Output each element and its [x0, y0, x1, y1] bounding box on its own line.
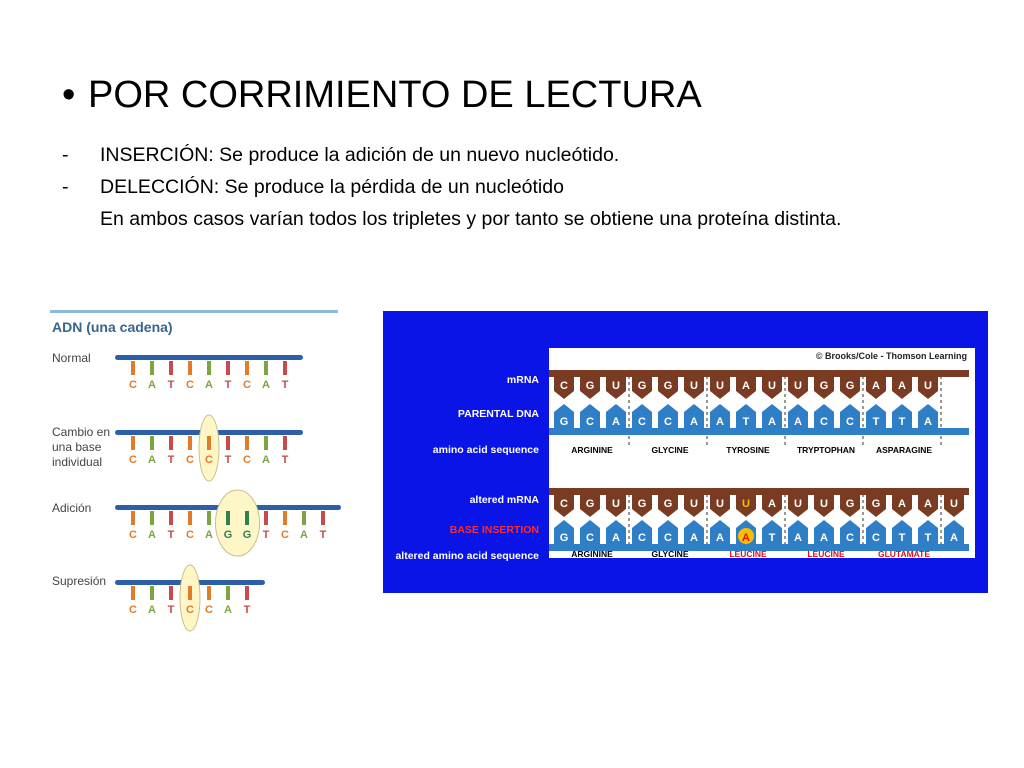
summary-paragraph: En ambos casos varían todos los tripletes y por tanto se obtiene una proteína distinta. [100, 208, 842, 230]
amino-acid-label: ASPARAGINE [875, 445, 933, 455]
list-item-text: DELECCIÓN: Se produce la pérdida de un nucleótido [100, 176, 564, 198]
mrna-base-letter: A [742, 380, 750, 392]
dna-base-letter: G [559, 416, 569, 428]
dna-base-letter: C [638, 416, 646, 428]
mrna-base-letter: U [794, 380, 802, 392]
dna-base-letter: A [820, 532, 828, 544]
nucleotide-letter: T [224, 379, 232, 391]
nucleotide-letter: C [186, 379, 194, 391]
mrna-base-letter: U [820, 498, 828, 510]
row-label-normal: Normal [52, 351, 91, 365]
mrna-base-letter: G [585, 498, 595, 510]
nucleotide-letter: C [186, 604, 194, 616]
list-item-insercion [62, 142, 942, 168]
nucleotide-bar [169, 586, 173, 600]
mrna-base-letter: U [690, 380, 698, 392]
nucleotide-bar [131, 586, 135, 600]
label-mrna: mRNA [506, 374, 539, 386]
dna-base-letter: A [794, 416, 802, 428]
dna-base-letter: A [612, 532, 620, 544]
mrna-base-letter: A [898, 380, 906, 392]
mrna-base-letter: C [560, 380, 568, 392]
list-item-text: INSERCIÓN: Se produce la adición de un nuevo nucleótido. [100, 144, 620, 166]
label-amino-acid-sequence: amino acid sequence [432, 444, 539, 456]
dna-base-letter: A [794, 532, 802, 544]
frameshift-figure [383, 311, 988, 593]
dna-base-letter: A [950, 532, 958, 544]
nucleotide-letter: C [129, 379, 137, 391]
nucleotide-bar [169, 511, 173, 525]
adn-figure [48, 306, 348, 636]
amino-acid-label: LEUCINE [807, 549, 845, 558]
mrna-base-letter: G [637, 380, 647, 392]
mrna-base-letter: G [637, 498, 647, 510]
nucleotide-bar [245, 511, 249, 525]
nucleotide-letter: G [242, 529, 252, 541]
amino-acid-label: GLYCINE [651, 445, 689, 455]
nucleotide-bar [226, 586, 230, 600]
amino-acid-label: ARGININE [571, 445, 613, 455]
nucleotide-letter: A [148, 604, 156, 616]
nucleotide-letter: C [205, 454, 213, 466]
nucleotide-bar [188, 436, 192, 450]
nucleotide-bar [264, 511, 268, 525]
nucleotide-letter: T [224, 454, 232, 466]
list-marker: - [62, 176, 69, 198]
dna-base-letter: T [872, 416, 880, 428]
mrna-base-letter: U [612, 498, 620, 510]
nucleotide-letter: A [262, 454, 270, 466]
mrna-base-letter: U [794, 498, 802, 510]
mrna-base-letter: U [612, 380, 620, 392]
mrna-base-letter: G [663, 498, 673, 510]
nucleotide-letter: G [223, 529, 233, 541]
list-item-deleccion [62, 174, 942, 200]
dna-base-letter: G [559, 532, 569, 544]
nucleotide-letter: T [167, 529, 175, 541]
label-altered-amino-acid-sequence: altered amino acid sequence [395, 550, 539, 562]
dna-base-letter: A [612, 416, 620, 428]
nucleotide-letter: C [186, 454, 194, 466]
dna-base-letter: T [768, 532, 776, 544]
title-text: POR CORRIMIENTO DE LECTURA [88, 74, 702, 116]
nucleotide-bar [169, 361, 173, 375]
nucleotide-bar [226, 361, 230, 375]
mrna-base-letter: A [898, 498, 906, 510]
row-label-cambio: Cambio en una base individual [52, 425, 111, 469]
nucleotide-letter: C [186, 529, 194, 541]
dna-base-letter: C [820, 416, 828, 428]
nucleotide-letter: T [167, 454, 175, 466]
mrna-base-letter: U [742, 498, 750, 510]
nucleotide-letter: C [281, 529, 289, 541]
nucleotide-bar [226, 436, 230, 450]
nucleotide-bar [226, 511, 230, 525]
dna-base-letter: A [690, 532, 698, 544]
amino-acid-label: TYROSINE [726, 445, 770, 455]
nucleotide-letter: T [167, 604, 175, 616]
nucleotide-letter: A [148, 529, 156, 541]
mrna-base-letter: U [950, 498, 958, 510]
dna-base-letter: C [664, 532, 672, 544]
mutation-highlight [216, 490, 260, 556]
dna-base-letter: C [664, 416, 672, 428]
list-marker: - [62, 144, 69, 166]
nucleotide-bar [188, 586, 192, 600]
mrna-base-letter: G [845, 498, 855, 510]
mrna-base-letter: U [924, 380, 932, 392]
mrna-base-letter: G [871, 498, 881, 510]
dna-base-letter: C [586, 416, 594, 428]
mrna-base-letter: G [819, 380, 829, 392]
nucleotide-bar [207, 511, 211, 525]
nucleotide-bar [150, 511, 154, 525]
nucleotide-bar [283, 511, 287, 525]
nucleotide-bar [264, 361, 268, 375]
mrna-base-letter: A [924, 498, 932, 510]
nucleotide-letter: C [129, 604, 137, 616]
nucleotide-bar [207, 586, 211, 600]
amino-acid-label: GLUTAMATE [877, 549, 931, 558]
nucleotide-letter: C [243, 379, 251, 391]
mrna-base-letter: G [585, 380, 595, 392]
dna-backbone [549, 428, 969, 435]
nucleotide-letter: A [262, 379, 270, 391]
dna-base-letter: C [638, 532, 646, 544]
dna-base-letter: A [924, 416, 932, 428]
nucleotide-letter: A [148, 454, 156, 466]
nucleotide-letter: T [243, 604, 251, 616]
dna-base-letter: C [872, 532, 880, 544]
nucleotide-bar [150, 586, 154, 600]
nucleotide-letter: T [319, 529, 327, 541]
row-label-adicion: Adición [52, 501, 92, 515]
title-bullet: • [62, 74, 76, 116]
nucleotide-bar [245, 586, 249, 600]
nucleotide-bar [188, 361, 192, 375]
nucleotide-bar [245, 436, 249, 450]
sequence-panel [549, 348, 975, 558]
dna-base-letter: A [716, 416, 724, 428]
nucleotide-bar [207, 436, 211, 450]
nucleotide-letter: T [281, 379, 289, 391]
mrna-base-letter: G [845, 380, 855, 392]
nucleotide-letter: T [167, 379, 175, 391]
label-altered-mrna: altered mRNA [469, 494, 539, 506]
nucleotide-letter: T [281, 454, 289, 466]
amino-acid-label: TRYPTOPHAN [796, 445, 856, 455]
nucleotide-bar [131, 436, 135, 450]
dna-base-letter: A [742, 532, 750, 544]
sequence-diagram [549, 348, 975, 558]
mrna-base-letter: C [560, 498, 568, 510]
nucleotide-letter: A [205, 529, 213, 541]
nucleotide-bar [245, 361, 249, 375]
label-base-insertion: BASE INSERTION [449, 524, 539, 536]
nucleotide-bar [283, 361, 287, 375]
dna-base-letter: T [898, 416, 906, 428]
nucleotide-letter: A [205, 379, 213, 391]
dna-strands [48, 306, 348, 636]
dna-base-letter: T [742, 416, 750, 428]
slide-title [62, 74, 702, 117]
mrna-base-letter: G [663, 380, 673, 392]
row-label-supresion: Supresión [52, 574, 107, 588]
nucleotide-letter: C [129, 454, 137, 466]
amino-acid-label: ARGININE [571, 549, 613, 558]
nucleotide-bar [264, 436, 268, 450]
nucleotide-bar [302, 511, 306, 525]
nucleotide-letter: T [262, 529, 270, 541]
nucleotide-bar [207, 361, 211, 375]
nucleotide-bar [283, 436, 287, 450]
dna-backbone [115, 355, 303, 360]
dna-base-letter: C [586, 532, 594, 544]
dna-base-letter: A [716, 532, 724, 544]
adn-figure-title: ADN (una cadena) [52, 319, 173, 335]
amino-acid-label: GLYCINE [651, 549, 689, 558]
dna-base-letter: C [846, 532, 854, 544]
nucleotide-letter: C [205, 604, 213, 616]
dna-base-letter: C [846, 416, 854, 428]
mrna-base-letter: U [690, 498, 698, 510]
nucleotide-bar [150, 361, 154, 375]
label-parental-dna: PARENTAL DNA [457, 408, 539, 420]
nucleotide-letter: C [243, 454, 251, 466]
nucleotide-bar [131, 511, 135, 525]
nucleotide-letter: C [129, 529, 137, 541]
bullet-list [62, 142, 942, 232]
nucleotide-bar [321, 511, 325, 525]
mrna-base-letter: U [768, 380, 776, 392]
nucleotide-bar [169, 436, 173, 450]
mrna-base-letter: U [716, 380, 724, 392]
dna-base-letter: T [924, 532, 932, 544]
dna-base-letter: A [768, 416, 776, 428]
nucleotide-bar [150, 436, 154, 450]
mrna-base-letter: U [716, 498, 724, 510]
nucleotide-letter: A [224, 604, 232, 616]
nucleotide-bar [188, 511, 192, 525]
credit-text: © Brooks/Cole - Thomson Learning [815, 351, 967, 361]
nucleotide-bar [131, 361, 135, 375]
nucleotide-letter: A [300, 529, 308, 541]
dna-base-letter: A [690, 416, 698, 428]
nucleotide-letter: A [148, 379, 156, 391]
mrna-base-letter: A [768, 498, 776, 510]
mrna-base-letter: A [872, 380, 880, 392]
amino-acid-label: LEUCINE [729, 549, 767, 558]
dna-base-letter: T [898, 532, 906, 544]
